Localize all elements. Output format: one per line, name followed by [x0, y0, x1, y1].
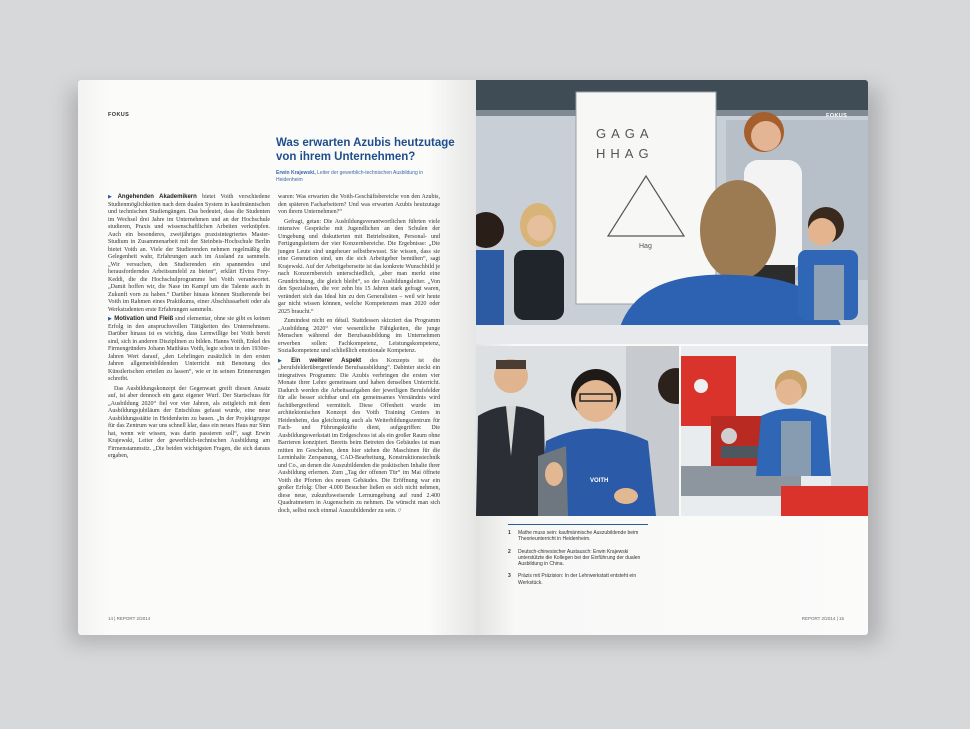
paragraph [278, 194, 440, 217]
page-folio-right: REPORT 2/2014 | 15 [801, 616, 844, 621]
right-page [476, 80, 868, 635]
paragraph [108, 386, 270, 461]
caption-rule [508, 524, 648, 525]
flipchart [576, 92, 716, 304]
left-page [78, 80, 476, 635]
flipchart-text-1: GAGA [596, 126, 654, 141]
photo-workshop [681, 346, 868, 516]
paragraph [108, 316, 270, 384]
paragraph-text: des Konzepts ist die „berufsfelderübergreifende Berufsausbildung“. Dabinter steckt ein integratives Programm: Die Azubis verbringen die ersten vier Monate ihrer Lehre gemeinsam und haben denselben Unterricht. Dadurch werden die Arbeitsaufgaben der jeweiligen Berufsfelder für alle besser sichtbar und ein gemeinsames Verständnis wird fachübergreifend vermittelt. Diese Offenheit wurde im architektonischen Konzept des Voith Training Centers in Heidenheim, das gleichzeitig auch als Weiterbildungszentrum für Fach- und Führungskräfte dient, aufgegriffen: Die Ausbildungswerkstatt im Erdgeschoss ist als ein großer Raum ohne Barrieren konzipiert. Bereits beim Betreten des Gebäudes ist man mitten im Geschehen, denn hier stehen die Maschinen für die Lerninhalte Zerspanung, CAD-Bearbeitung, Konstruktionstechnik und Co., an denen die Auszubildenden die praktischen Inhalte ihrer Ausbildung erlernen. Zum „Tag der offenen Tür“ im Mai öffnete Voith die Pforten des neuen Gebäudes. Die Eröffnung war ein großer Erfolg: Über 4.000 Besucher ließen es sich nicht nehmen, diese neue, zukunftsweisende Lernumgebung auf rund 2.400 Quadratmetern in Augenschein zu nehmen. Da wünscht man sich doch, selbst noch einmal Auszubildender zu sein. // [278, 357, 440, 514]
paragraph-marker-icon: ▶ [278, 358, 290, 364]
paragraph [278, 219, 440, 317]
paragraph [278, 318, 440, 356]
caption-3: 3 Präzis mit Präzision: In der Lehrwerkstatt entsteht ein Werkstück. [508, 573, 637, 586]
text-column-2 [278, 194, 440, 517]
section-label: FOKUS [108, 112, 130, 118]
paragraph [108, 194, 270, 314]
photo-classroom [476, 80, 868, 344]
text-column-1 [108, 194, 270, 463]
byline-role: Leiter der gewerblich-technischen Ausbildung in Heidenheim [276, 170, 424, 183]
photo-meeting [476, 346, 679, 516]
paragraph-lead: Motivation und Fleiß [114, 316, 174, 322]
page-folio-left: 14 | REPORT 2/2014 [108, 616, 151, 621]
byline-name: Erwin Krajewski, [276, 170, 316, 176]
paragraph-text: Das Ausbildungskonzept der Gegenwart greift diesen Ansatz auf, ist aber dennoch ein ganz eigener Wurf. Der Startschuss für „Ausbildung 2020“ fiel vor vier Jahren, als zeitgleich mit dem Ausbildungsjubiläum der Entschluss gefasst wurde, eine neue Ausbildungsstätte in Heidenheim zu bauen. „In der Projektgruppe für das Zentrum war uns schnell klar, dass ein neues Haus nur Sinn hat, wenn wir wissen, was darin passieren soll“, sagt Erwin Krajewski, Leiter der gewerblich-technischen Ausbildung am Firmenstammsitz. „Die beiden wichtigsten Fragen, die sich daraus ergaben, [108, 385, 270, 459]
paragraph-text: sind elementar, ohne sie gibt es keinen Erfolg in den anspruchsvollen Tätigkeiten des Unternehmens. Darüber hinaus ist es wichtig, dass Lernwillige bei Voith bereit sind, sich in anderen Disziplinen zu bilden. Hanns Voith, Enkel des Firmengründers Johann Matthäus Voith, legte schon in den 1930er-Jahren Wert darauf, „den Lehrlingen zusätzlich in den ersten Jahren allgemeinbildenden Unterricht mit Benotung des Künstlerischen erteilen zu lassen“, wie er in seinen Erinnerungen schreibt. [108, 316, 270, 382]
paragraph-marker-icon: ▶ [108, 195, 116, 200]
section-label-right: FOKUS [826, 113, 848, 119]
paragraph-text: Zumindest nicht en détail. Stattdessen skizziert das Programm „Ausbildung 2020“ vier wesentliche Fähigkeiten, die junge Menschen während der Berufsausbildung im Unternehmen erwerben sollen: Fachkompetenz, Leistungskompetenz, Sozialkompetenz und schließlich emotionale Kompetenz. [278, 318, 440, 354]
paragraph-text: Gefragt, getan: Die Ausbildungsverantwortlichen führten viele intensive Gespräche mit Jugendlichen an den Schulen der Umgebung und diskutierten mit Betriebsräten, Personal- und Fertigungsleitern der vier Konzernbereiche. Die Ergebnisse: „Die jungen Leute sind ungeheuer selbstbewusst. Sie wissen, dass sie eine Generation sind, um die sich Arbeitgeber bemühen“, sagt Krajewski. Auf der Arbeitgeberseite ist das konkrete Wunschbild je nach Konzernbereich unterschiedlich, „aber man merkt eine Grundrichtung, die gleich bleibt“, so der Ausbildungsleiter. „Von den Spezialisten, die vor zehn bis 15 Jahren stark gefragt waren, verändert sich das Ideal hin zu den Generalisten – weil wir heute gar nicht wissen können, welche Kompetenzen man 2020 oder 2025 braucht.“ [278, 218, 440, 315]
paragraph [278, 358, 440, 516]
flipchart-text-2: HHAG [596, 146, 654, 161]
paragraph-marker-icon: ▶ [108, 317, 113, 322]
paragraph-text: waren: Was erwarten die Voith-Geschäftsbereiche von den Azubis, den späteren Facharbeitern? Und was erwarten Azubis heutzutage von ihrem Unternehmen?“ [278, 194, 440, 215]
article-headline: Was erwarten Azubis heutzutage von ihrem Unternehmen? [276, 137, 455, 163]
paragraph-lead: Ein weiterer Aspekt [291, 357, 362, 364]
voith-badge: VOITH [590, 478, 609, 484]
flipchart-label: Hag [639, 243, 652, 250]
caption-2: 2 Deutsch-chinesischer Austausch: Erwin Krajewski unterstützte die Kollegen bei der Einführung der dualen Ausbildung in China. [508, 548, 641, 568]
photo-captions [508, 530, 648, 592]
student-left-edge [476, 212, 504, 344]
caption-1: 1 Mathe muss sein: kaufmännische Auszubildende beim Theorieunterricht in Heidenheim. [508, 530, 639, 543]
byline [276, 170, 446, 184]
paragraph-text: bietet Voith verschiedene Studienmöglichkeiten nach dem dualen System in kaufmännischen und technischen Studiengängen. Das bedeutet, dass die Studenten im Wechsel drei Jahre im Unternehmen und an der Hochschule studieren, Praxis und wissenschaftlichen Arbeiten verknüpfen. Auch ein besonderes, zweijähriges praxisintegriertes Master-Studium in Zusammenarbeit mit der Steinbeis-Hochschule Berlin bietet Voith an. Viele der Studierenden nehmen regelmäßig die Gelegenheit wahr, Erfahrungen auch im Ausland zu sammeln. „Wir versuchen, den Studierenden ein spannendes und herausforderndes Arbeitsumfeld zu bieten“, erklärt Elvira Frey-Keddi, die die Hochschulprogramme bei Voith verantwortet. „Damit hoffen wir, die Nase im Kampf um die Talente auch in Zukunft vorn zu haben.“ Darüber hinaus können Studierende bei Voith im Rahmen eines Praktikums, einer Abschlussarbeit oder als Werkstudenten erste Erfahrungen sammeln. [108, 194, 270, 313]
paragraph-lead: Angehenden Akademikern [117, 194, 197, 200]
